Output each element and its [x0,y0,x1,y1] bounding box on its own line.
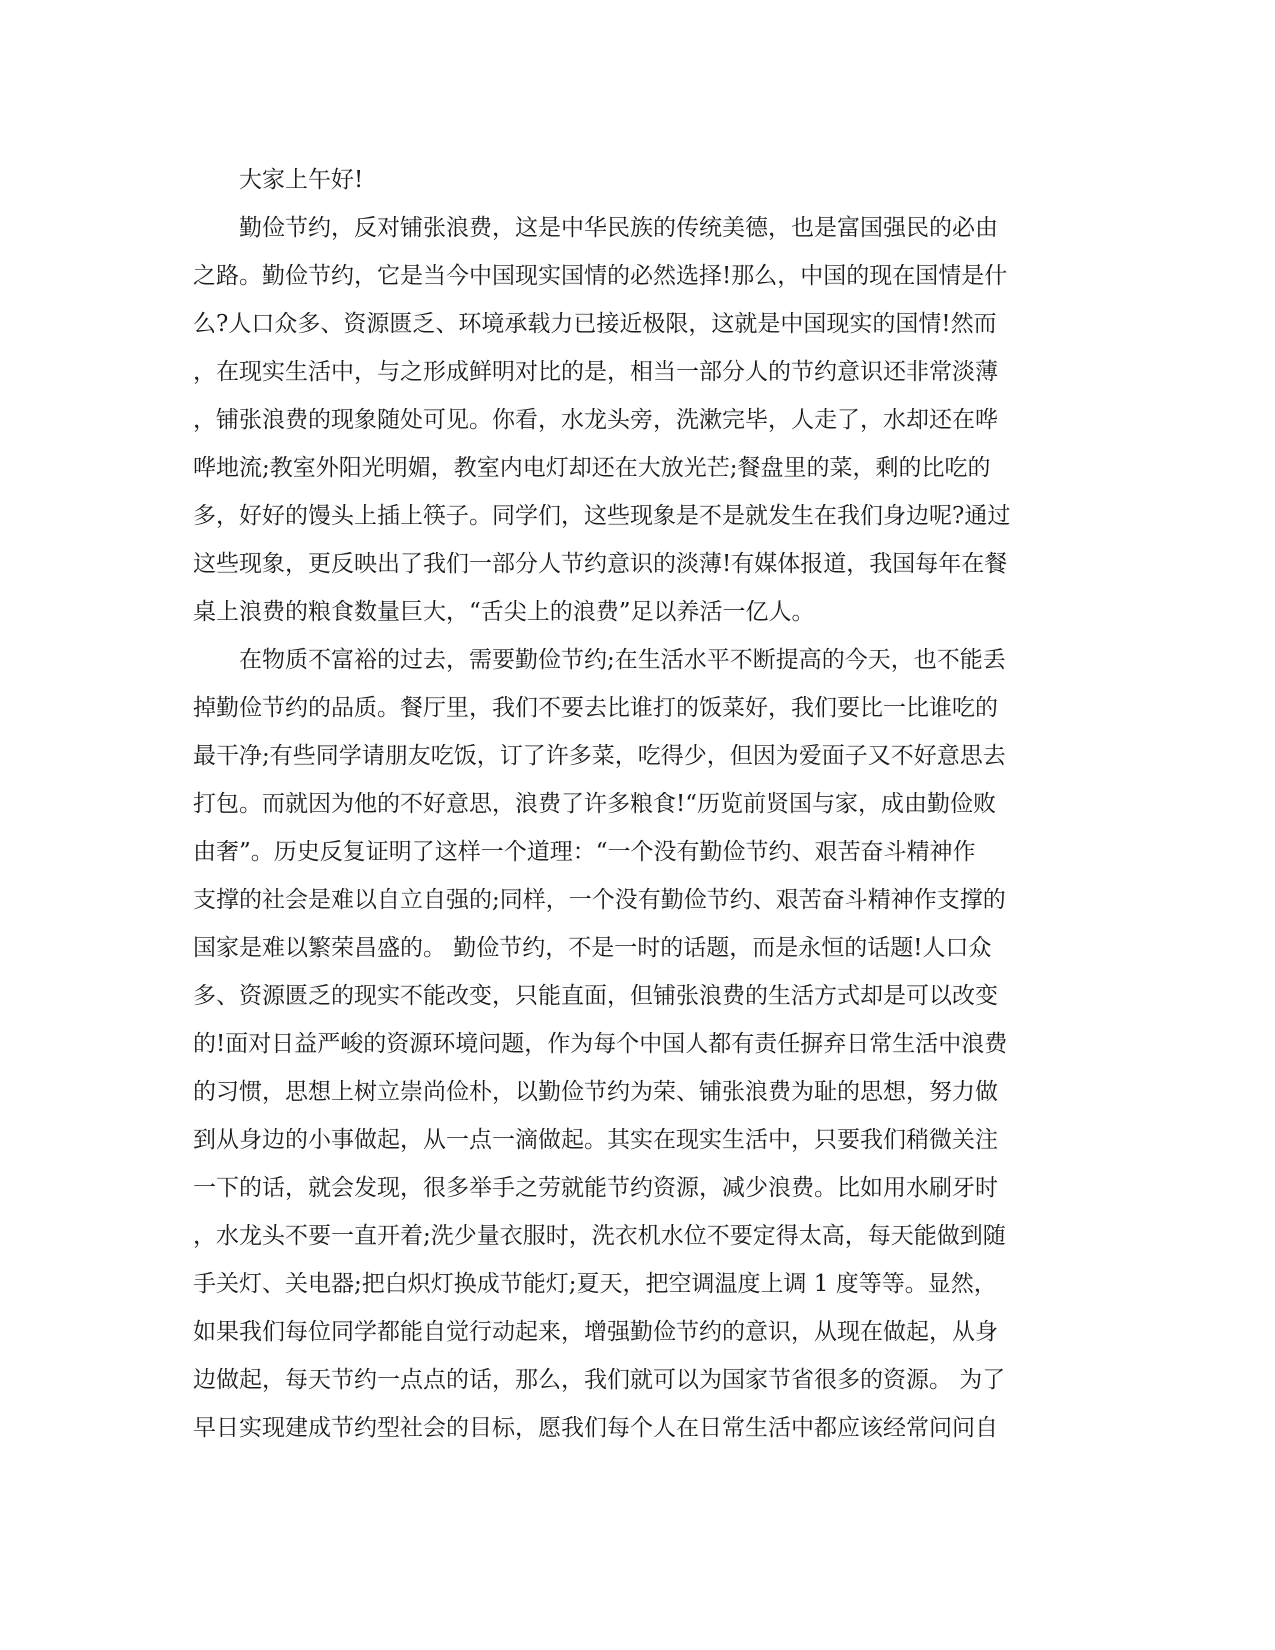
greeting-line: 大家上午好! [239,167,364,193]
paragraph-line: 由奢”。历史反复证明了这样一个道理：“一个没有勤俭节约、艰苦奋斗精神作 [193,839,976,865]
paragraph-line: 勤俭节约，反对铺张浪费，这是中华民族的传统美德，也是富国强民的必由 [239,215,998,241]
paragraph-line: 的!面对日益严峻的资源环境问题，作为每个中国人都有责任摒弃日常生活中浪费 [193,1031,1008,1057]
paragraph-line: 之路。勤俭节约，它是当今中国现实国情的必然选择!那么，中国的现在国情是什 [193,263,1008,289]
paragraph-line: 边做起，每天节约一点点的话，那么，我们就可以为国家节省很多的资源。 为了 [193,1367,1006,1393]
paragraph-line: 一下的话，就会发现，很多举手之劳就能节约资源，减少浪费。比如用水刷牙时 [193,1175,998,1201]
paragraph-line: 这些现象，更反映出了我们一部分人节约意识的淡薄!有媒体报道，我国每年在餐 [193,551,1008,577]
paragraph-line: 早日实现建成节约型社会的目标，愿我们每个人在日常生活中都应该经常问问自 [193,1415,998,1441]
paragraph-line: 如果我们每位同学都能自觉行动起来，增强勤俭节约的意识，从现在做起，从身 [193,1319,998,1345]
paragraph-line: 哗地流;教室外阳光明媚，教室内电灯却还在大放光芒;餐盘里的菜，剩的比吃的 [193,455,991,481]
paragraph-line: 的习惯，思想上树立崇尚俭朴，以勤俭节约为荣、铺张浪费为耻的思想，努力做 [193,1079,998,1105]
paragraph-line: 国家是难以繁荣昌盛的。 勤俭节约，不是一时的话题，而是永恒的话题!人口众 [193,935,992,961]
paragraph-line: 多、资源匮乏的现实不能改变，只能直面，但铺张浪费的生活方式却是可以改变 [193,983,998,1009]
paragraph-line: 到从身边的小事做起，从一点一滴做起。其实在现实生活中，只要我们稍微关注 [193,1127,998,1153]
paragraph-line: 多，好好的馒头上插上筷子。同学们，这些现象是不是就发生在我们身边呢?通过 [193,503,1011,529]
paragraph-line: 在物质不富裕的过去，需要勤俭节约;在生活水平不断提高的今天，也不能丢 [239,647,1006,673]
paragraph-line: ，铺张浪费的现象随处可见。你看，水龙头旁，洗漱完毕，人走了，水却还在哗 [193,407,998,433]
paragraph-line: 桌上浪费的粮食数量巨大，“舌尖上的浪费”足以养活一亿人。 [193,599,815,625]
paragraph-line: ，水龙头不要一直开着;洗少量衣服时，洗衣机水位不要定得太高，每天能做到随 [193,1223,1006,1249]
paragraph-line: 打包。而就因为他的不好意思，浪费了许多粮食!“历览前贤国与家，成由勤俭败 [193,791,997,817]
paragraph-line: 掉勤俭节约的品质。餐厅里，我们不要去比谁打的饭菜好，我们要比一比谁吃的 [193,695,998,721]
paragraph-line: 最干净;有些同学请朋友吃饭，订了许多菜，吃得少，但因为爱面子又不好意思去 [193,743,1006,769]
paragraph-line: 手关灯、关电器;把白炽灯换成节能灯;夏天，把空调温度上调 1 度等等。显然， [193,1271,997,1297]
paragraph-line: ，在现实生活中，与之形成鲜明对比的是，相当一部分人的节约意识还非常淡薄 [193,359,998,385]
speech-body [193,156,1193,1452]
paragraph-line: 么?人口众多、资源匮乏、环境承载力已接近极限，这就是中国现实的国情!然而 [193,311,997,337]
paragraph-line: 支撑的社会是难以自立自强的;同样，一个没有勤俭节约、艰苦奋斗精神作支撑的 [193,887,1006,913]
